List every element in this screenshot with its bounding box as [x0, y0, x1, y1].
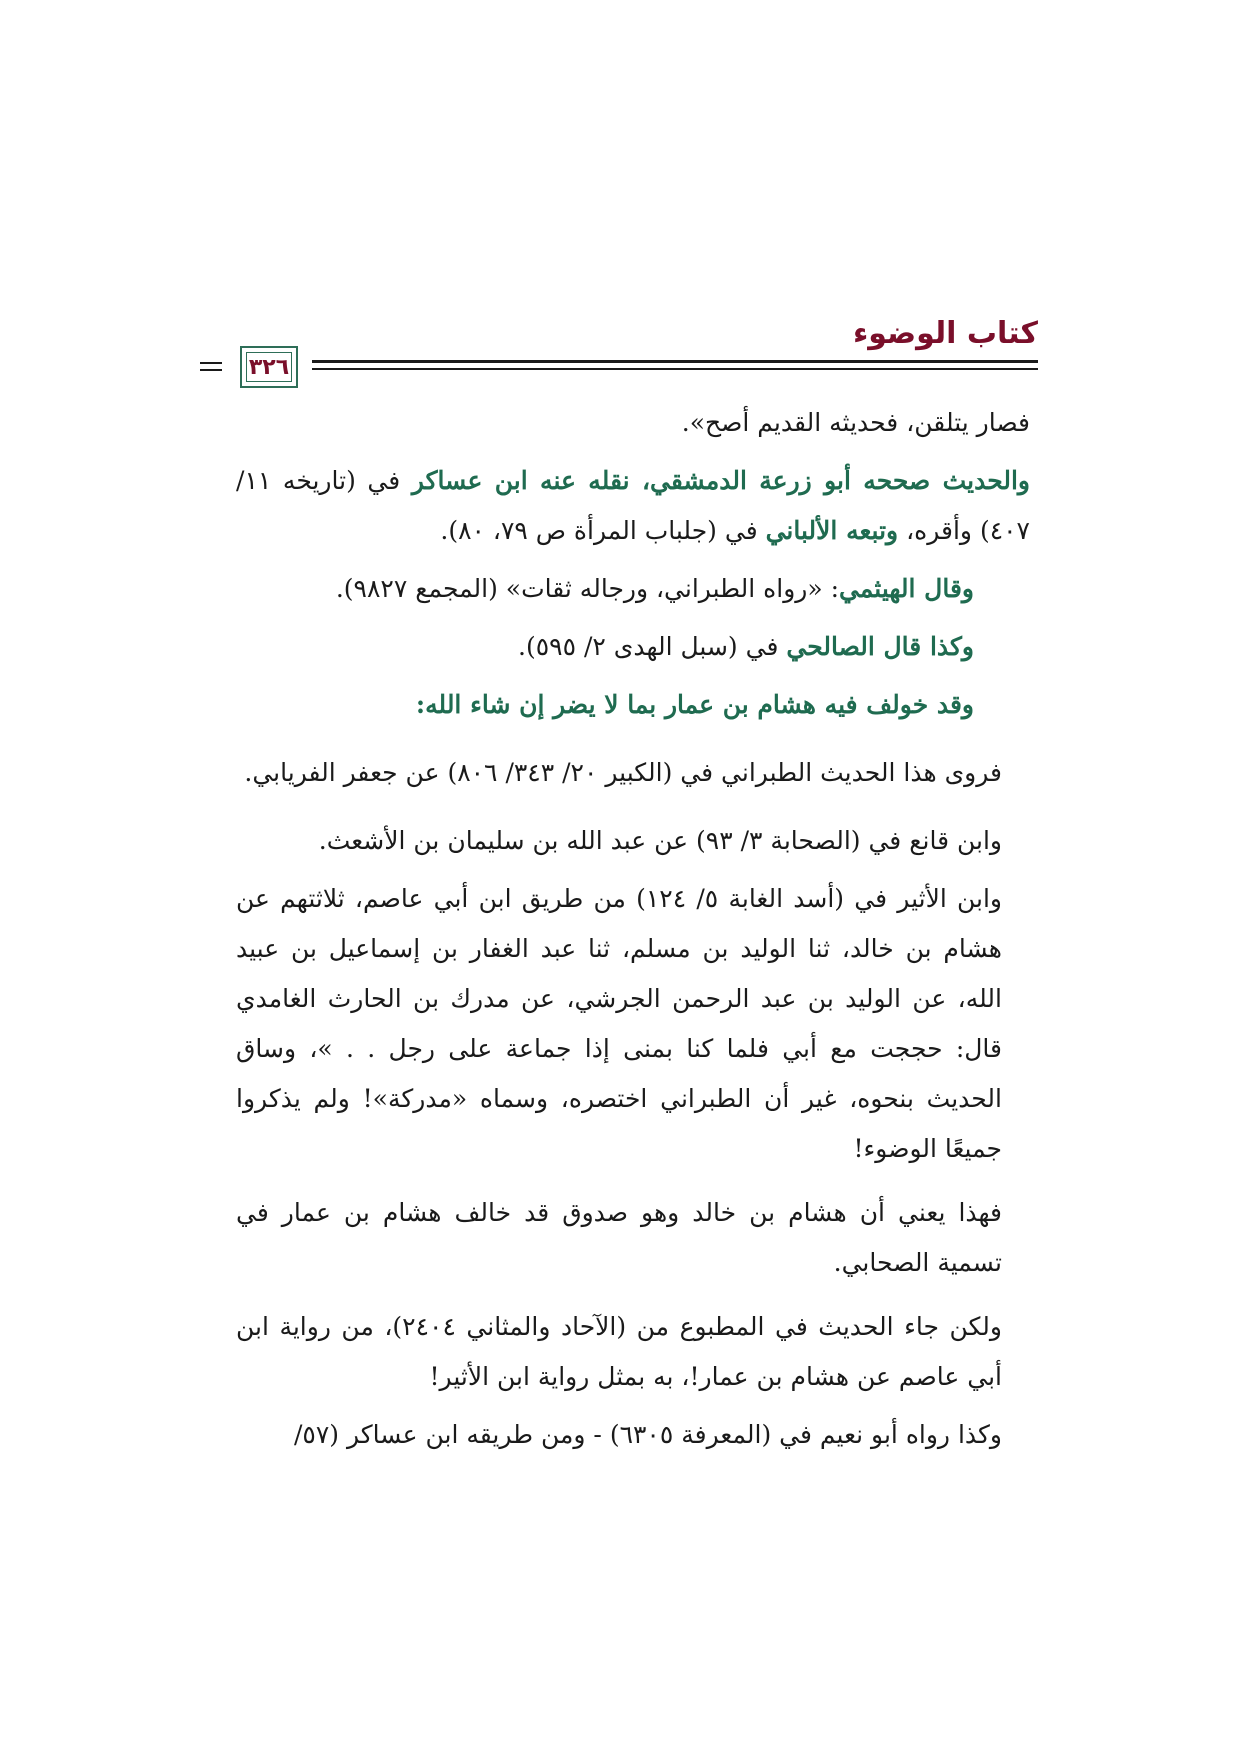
highlighted-text: وكذا قال الصالحي — [786, 632, 974, 661]
paragraph — [236, 874, 1030, 1174]
paragraph — [236, 748, 1030, 798]
book-title: كتاب الوضوء — [852, 316, 1038, 351]
text-run: وابن قانع في (الصحابة ٣/ ٩٣) عن عبد الله بن سليمان بن الأشعث. — [318, 826, 1002, 855]
highlighted-text: وقد خولف فيه هشام بن عمار بما لا يضر إن شاء الله: — [415, 690, 974, 719]
paragraph — [236, 1302, 1030, 1402]
page-number-badge — [240, 346, 298, 388]
paragraph — [236, 1410, 1030, 1460]
header-rule-thin — [312, 368, 1038, 370]
text-run: وكذا رواه أبو نعيم في (المعرفة ٦٣٠٥) - ومن طريقه ابن عساكر (٥٧/ — [293, 1420, 1002, 1449]
text-run: في (سبل الهدى ٢/ ٥٩٥). — [518, 632, 787, 661]
highlighted-text: وقال الهيثمي — [839, 574, 974, 603]
header-rule-thick — [312, 360, 1038, 363]
body-text — [236, 398, 1030, 1460]
paragraph — [236, 1188, 1030, 1288]
page-number: ٣٢٦ — [248, 354, 290, 380]
text-run: : «رواه الطبراني، ورجاله ثقات» (المجمع ٩٨٢٧). — [335, 574, 840, 603]
highlighted-text: وتبعه الألباني — [765, 516, 899, 545]
page-header — [228, 316, 1038, 386]
text-run: ولكن جاء الحديث في المطبوع من (الآحاد والمثاني ٢٤٠٤)، من رواية ابن أبي عاصم عن هشام بن عمار!، به بمثل رواية ابن الأثير! — [236, 1312, 1002, 1391]
paragraph — [236, 816, 1030, 866]
highlighted-text: والحديث صححه أبو زرعة الدمشقي، نقله عنه ابن عساكر — [411, 466, 1030, 495]
text-run: في (تاريخه ١١/ ٤٠٧) وأقره، — [236, 466, 1030, 545]
header-rule-left-bottom — [200, 369, 222, 371]
paragraph — [236, 456, 1030, 556]
text-run: فهذا يعني أن هشام بن خالد وهو صدوق قد خالف هشام بن عمار في تسمية الصحابي. — [236, 1198, 1002, 1277]
text-run: فروى هذا الحديث الطبراني في (الكبير ٢٠/ ٣٤٣/ ٨٠٦) عن جعفر الفريابي. — [244, 758, 1002, 787]
text-run: فصار يتلقن، فحديثه القديم أصح». — [681, 408, 1030, 437]
text-run: في (جلباب المرأة ص ٧٩، ٨٠). — [440, 516, 766, 545]
paragraph — [236, 564, 1030, 614]
paragraph — [236, 398, 1030, 448]
paragraph — [236, 622, 1030, 672]
text-run: وابن الأثير في (أسد الغابة ٥/ ١٢٤) من طريق ابن أبي عاصم، ثلاثتهم عن هشام بن خالد، ثنا الوليد بن مسلم، ثنا عبد الغفار بن إسماعيل بن عبيد الله، عن الوليد بن عبد الرحمن الجرشي، عن مدرك بن الحارث الغامدي قال: حججت مع أبي فلما كنا بمنى إذا جماعة على رجل . . »، وساق الحديث بنحوه، غير أن الطبراني اختصره، وسماه «مدركة»! ولم يذكروا جميعًا الوضوء! — [236, 884, 1002, 1163]
header-rule-left-top — [200, 362, 222, 364]
section-heading — [236, 680, 1030, 730]
